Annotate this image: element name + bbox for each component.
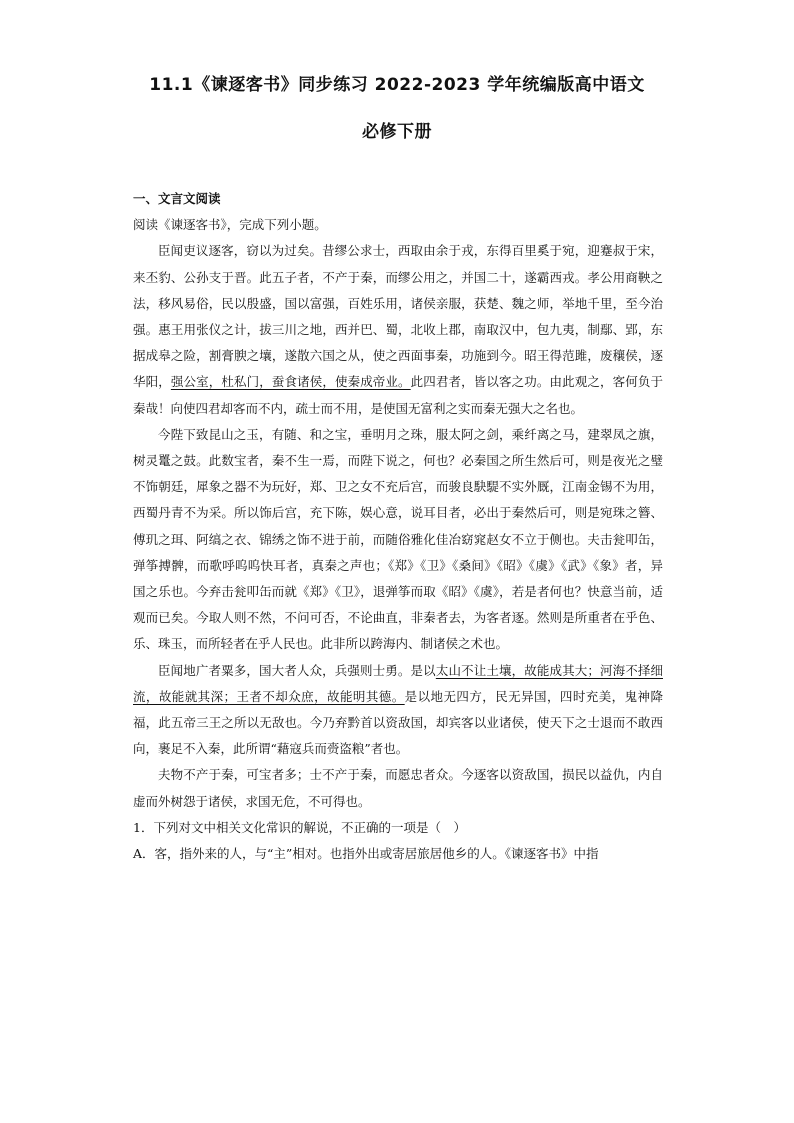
underlined-text: 太山不让土壤，故能成其大；河海不择细流，故能就其深；王者不却众庶，故能明其德。 [133, 662, 663, 704]
passage-paragraph-4 [133, 762, 663, 814]
passage-paragraph-1 [133, 238, 663, 421]
paragraph-text: 是以地无四方，民无异国，四时充美，鬼神降福，此五帝三王之所以无敌也。今乃弃黔首以资敌国，却宾客以业诸侯，使天下之士退而不敢西向，裹足不入秦，此所谓“藉寇兵而赍盗粮”者也。 [133, 688, 663, 757]
paragraph-text: 此四君者，皆以客之功。由此观之，客何负于秦哉！向使四君却客而不内，疏士而不用，是使国无富利之实而秦无强大之名也。 [133, 374, 663, 416]
paragraph-text: 今陛下致昆山之玉，有随、和之宝，垂明月之珠，服太阿之剑，乘纤离之马，建翠凤之旗，树灵鼍之鼓。此数宝者，秦不生一焉，而陛下说之，何也？必秦国之所生然后可，则是夜光之璧不饰朝廷，犀象之器不为玩好，郑、卫之女不充后宫，而骏良駃騠不实外厩，江南金锡不为用，西蜀丹青不为采。所以饰后宫，充下陈，娱心意，说耳目者，必出于秦然后可，则是宛珠之簪、傅玑之珥、阿缟之衣、锦绣之饰不进于前，而随俗雅化佳冶窈窕赵女不立于侧也。夫击瓮叩缶，弹筝搏髀，而歌呼呜呜快耳者，真秦之声也；《郑》《卫》《桑间》《昭》《虞》《武》《象》者，异国之乐也。今弃击瓮叩缶而就《郑》《卫》，退弹筝而取《昭》《虞》，若是者何也？快意当前，适观而已矣。今取人则不然，不问可否，不论曲直，非秦者去，为客者逐。然则是所重者在乎色、乐、珠玉，而所轻者在乎人民也。此非所以跨海内、制诸侯之术也。 [133, 426, 663, 652]
question-1-option-a: A．客，指外来的人，与“主”相对。也指外出或寄居旅居他乡的人。《谏逐客书》中指 [133, 846, 599, 862]
underlined-text: 强公室，杜私门，蚕食诸侯，使秦成帝业。 [170, 374, 411, 390]
document-subtitle: 必修下册 [362, 122, 432, 142]
passage-paragraph-2 [133, 422, 663, 658]
reading-instruction: 阅读《谏逐客书》，完成下列小题。 [133, 217, 327, 233]
section-heading: 一、文言文阅读 [133, 191, 221, 206]
document-title: 11.1《谏逐客书》同步练习 2022-2023 学年统编版高中语文 [149, 75, 645, 95]
document-body [133, 186, 663, 867]
paragraph-text: 夫物不产于秦，可宝者多；士不产于秦，而愿忠者众。今逐客以资敌国，损民以益仇，内自虚而外树怨于诸侯，求国无危，不可得也。 [133, 767, 663, 809]
passage-paragraph-3 [133, 658, 663, 763]
question-1: 1．下列对文中相关文化常识的解说，不正确的一项是（ ） [133, 819, 466, 835]
paragraph-text: 臣闻吏议逐客，窃以为过矣。昔缪公求士，西取由余于戎，东得百里奚于宛，迎蹇叔于宋，来丕豹、公孙支于晋。此五子者，不产于秦，而缪公用之，并国二十，遂霸西戎。孝公用商鞅之法，移风易俗，民以殷盛，国以富强，百姓乐用，诸侯亲服，获楚、魏之师，举地千里，至今治强。惠王用张仪之计，拔三川之地，西并巴、蜀，北收上郡，南取汉中，包九夷，制鄢、郢，东据成皋之险，割膏腴之壤，遂散六国之从，使之西面事秦，功施到今。昭王得范雎，废穰侯，逐华阳， [133, 243, 663, 390]
paragraph-text: 臣闻地广者粟多，国大者人众，兵强则士勇。是以 [158, 662, 436, 678]
